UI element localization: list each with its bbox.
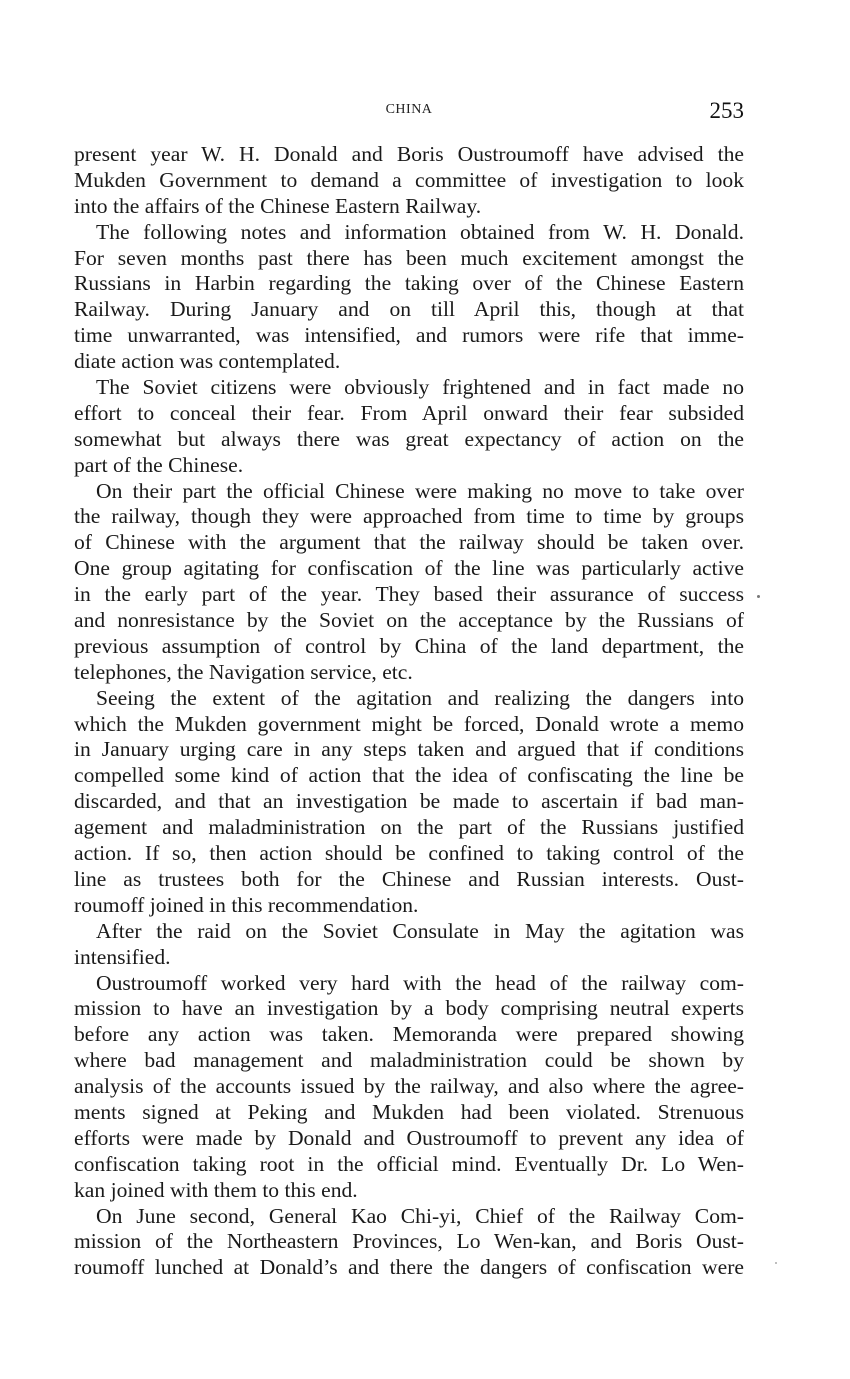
- text-line: roumoff joined in this recommendation.: [74, 892, 419, 917]
- text-line: The Soviet citizens were obviously frightened and in fact made no: [96, 375, 744, 400]
- body-text: [74, 142, 744, 1281]
- text-line: agement and maladministration on the part of the Russians justified: [74, 815, 744, 840]
- paragraph: [74, 971, 744, 1204]
- text-line: Mukden Government to demand a committee of investigation to look: [74, 167, 744, 192]
- text-line: On their part the official Chinese were making no move to take over: [96, 478, 744, 503]
- text-line: line as trustees both for the Chinese and Russian interests. Oust-: [74, 866, 744, 891]
- text-line: the railway, though they were approached from time to time by groups: [74, 504, 744, 529]
- text-line: confiscation taking root in the official mind. Eventually Dr. Lo Wen-: [74, 1151, 744, 1176]
- margin-speck: [775, 1262, 777, 1264]
- text-line: compelled some kind of action that the idea of confiscating the line be: [74, 763, 744, 788]
- text-line: which the Mukden government might be forced, Donald wrote a memo: [74, 711, 744, 736]
- paragraph: [74, 375, 744, 479]
- text-line: part of the Chinese.: [74, 452, 244, 477]
- text-line: intensified.: [74, 944, 171, 969]
- text-line: of Chinese with the argument that the railway should be taken over.: [74, 530, 744, 555]
- text-line: before any action was taken. Memoranda were prepared showing: [74, 1022, 744, 1047]
- text-line: telephones, the Navigation service, etc.: [74, 659, 413, 684]
- text-line: previous assumption of control by China of the land department, the: [74, 633, 744, 658]
- text-line: ments signed at Peking and Mukden had been violated. Strenuous: [74, 1099, 744, 1124]
- text-line: Russians in Harbin regarding the taking over of the Chinese Eastern: [74, 271, 744, 296]
- paragraph: [74, 220, 744, 375]
- text-line: Oustroumoff worked very hard with the head of the railway com-: [96, 970, 744, 995]
- paragraph: [74, 686, 744, 919]
- text-line: One group agitating for confiscation of the line was particularly active: [74, 556, 744, 581]
- paragraph: [74, 142, 744, 220]
- text-line: mission of the Northeastern Provinces, Lo Wen-kan, and Boris Oust-: [74, 1229, 744, 1254]
- paragraph: [74, 479, 744, 686]
- paragraph: [74, 1204, 744, 1282]
- page-number: 253: [709, 98, 744, 123]
- text-line: Seeing the extent of the agitation and realizing the dangers into: [96, 685, 744, 710]
- text-line: somewhat but always there was great expectancy of action on the: [74, 426, 744, 451]
- text-line: into the affairs of the Chinese Eastern Railway.: [74, 193, 482, 218]
- text-line: effort to conceal their fear. From April onward their fear subsided: [74, 400, 744, 425]
- running-head: [74, 98, 744, 128]
- text-line: efforts were made by Donald and Oustroumoff to prevent any idea of: [74, 1125, 744, 1150]
- paragraph: [74, 919, 744, 971]
- text-line: The following notes and information obtained from W. H. Donald.: [96, 219, 744, 244]
- text-line: mission to have an investigation by a body comprising neutral experts: [74, 996, 744, 1021]
- text-line: On June second, General Kao Chi-yi, Chief of the Railway Com-: [96, 1203, 744, 1228]
- running-title: CHINA: [385, 102, 433, 117]
- text-line: where bad management and maladministration could be shown by: [74, 1048, 744, 1073]
- text-line: and nonresistance by the Soviet on the acceptance by the Russians of: [74, 608, 744, 633]
- text-line: time unwarranted, was intensified, and rumors were rife that imme-: [74, 323, 744, 348]
- text-line: roumoff lunched at Donald’s and there the dangers of confiscation were: [74, 1255, 744, 1280]
- text-line: After the raid on the Soviet Consulate in May the agitation was: [96, 918, 744, 943]
- text-line: in the early part of the year. They based their assurance of success: [74, 582, 744, 607]
- text-line: in January urging care in any steps taken and argued that if conditions: [74, 737, 744, 762]
- text-line: diate action was contemplated.: [74, 349, 341, 374]
- text-line: present year W. H. Donald and Boris Oustroumoff have advised the: [74, 142, 744, 166]
- text-line: action. If so, then action should be confined to taking control of the: [74, 841, 744, 866]
- text-line: discarded, and that an investigation be made to ascertain if bad man-: [74, 789, 744, 814]
- text-line: kan joined with them to this end.: [74, 1177, 358, 1202]
- text-line: For seven months past there has been much excitement amongst the: [74, 245, 744, 270]
- text-line: Railway. During January and on till April this, though at that: [74, 297, 744, 322]
- margin-speck: [757, 595, 760, 598]
- text-line: analysis of the accounts issued by the railway, and also where the agree-: [74, 1074, 744, 1099]
